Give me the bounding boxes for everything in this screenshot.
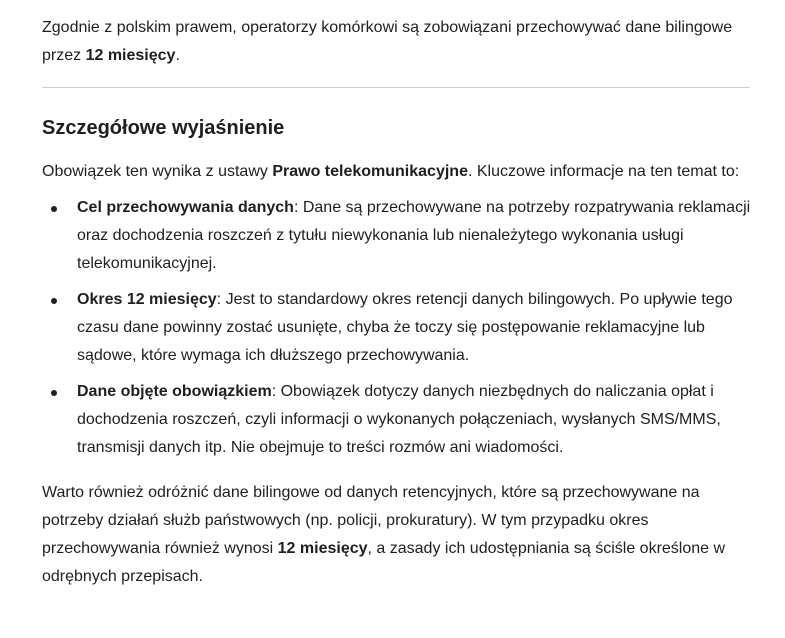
intro-text: Zgodnie z polskim prawem, operatorzy komórkowi są zobowiązani przechowywać dane bilingowe przez: [42, 19, 733, 64]
intro-paragraph: [42, 14, 752, 70]
list-item: [42, 286, 752, 370]
list-item-text: : Obowiązek dotyczy danych niezbędnych do naliczania opłat i dochodzenia roszczeń, czyli informacji o wykonanych połączeniach, wysłanych SMS/MMS, transmisji danych itp. Nie obejmuje to treści rozmów ani wiadomości.: [77, 383, 721, 456]
key-points-list: [42, 194, 752, 462]
list-item-text: : Jest to standardowy okres retencji danych bilingowych. Po upływie tego czasu dane powinny zostać usunięte, chyba że toczy się postępowanie reklamacyjne lub sądowe, które wymaga ich dłuższego przechowywania.: [77, 291, 733, 364]
intro-text-end: .: [175, 47, 180, 64]
bullet-icon: [51, 206, 57, 212]
lead-bold-law: Prawo telekomunikacyjne: [272, 163, 468, 180]
bullet-icon: [51, 390, 57, 396]
section-heading: Szczegółowe wyjaśnienie: [42, 117, 285, 139]
lead-text-end: . Kluczowe informacje na ten temat to:: [467, 163, 740, 180]
bullet-icon: [51, 298, 57, 304]
lead-text: Obowiązek ten wynika z ustawy: [42, 163, 273, 180]
closing-bold-period: 12 miesięcy: [277, 540, 368, 557]
list-item-label: Cel przechowywania danych: [77, 199, 294, 216]
section-divider: [42, 87, 750, 88]
list-item: [42, 194, 752, 278]
list-item-label: Dane objęte obowiązkiem: [77, 383, 272, 400]
list-item: [42, 378, 752, 462]
lead-paragraph: [42, 158, 752, 186]
response-content: [42, 14, 752, 591]
closing-text: Warto również odróżnić dane bilingowe od danych retencyjnych, które są przechowywane na potrzeby działań służb państwowych (np. policji, prokuratury). W tym przypadku okres przechowywania również wynosi: [42, 484, 700, 557]
closing-text-end: , a zasady ich udostępniania są ściśle określone w odrębnych przepisach.: [42, 540, 726, 585]
closing-paragraph: [42, 479, 752, 591]
list-item-text: : Dane są przechowywane na potrzeby rozpatrywania reklamacji oraz dochodzenia roszczeń z tytułu niewykonania lub nienależytego wykonania usługi telekomunikacyjnej.: [77, 199, 751, 272]
list-item-label: Okres 12 miesięcy: [77, 291, 217, 308]
intro-bold-period: 12 miesięcy: [85, 47, 176, 64]
